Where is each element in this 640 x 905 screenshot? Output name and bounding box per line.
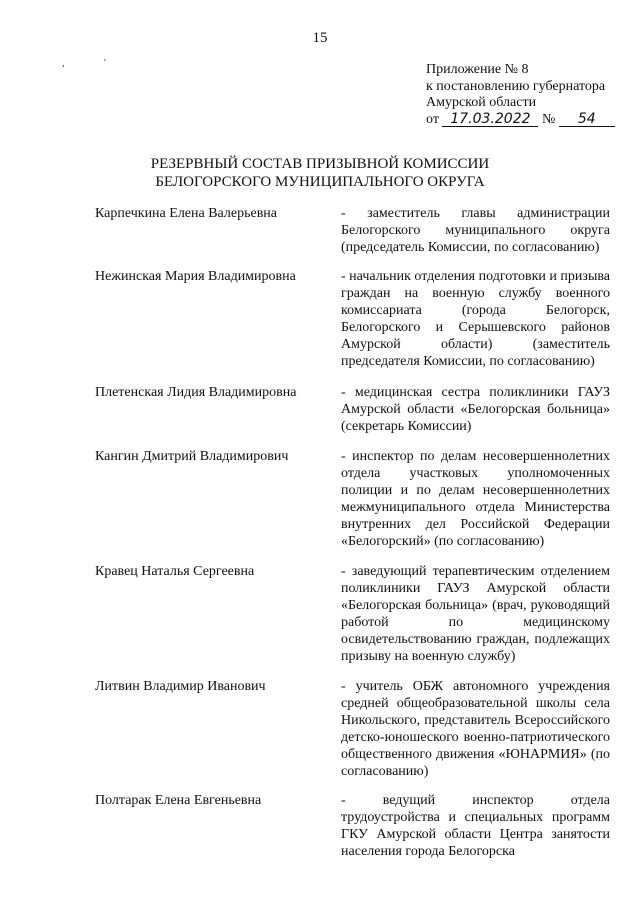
title-line: БЕЛОГОРСКОГО МУНИЦИПАЛЬНОГО ОКРУГА [155,174,485,190]
member-role: - инспектор по делам несовершеннолетних отдела участковых уполномоченных полиции и по делам несовершеннолетних межмуниципального отдела Министерства внутренних дел Российской Федерации «Белогорский» (по согласованию) [341,449,610,549]
title-line: РЕЗЕРВНЫЙ СОСТАВ ПРИЗЫВНОЙ КОМИССИИ [150,156,490,172]
member-name: Кангин Дмитрий Владимирович [95,449,289,464]
member-role: - начальник отделения подготовки и призыва граждан на военную службу военного комиссариата (города Белогорск, Белогорского и Серышевского районов Амурской области) (заместитель председателя Комиссии, по согласованию) [341,269,610,369]
member-name: Нежинская Мария Владимировна [95,269,296,284]
appendix-line: к постановлению губернатора [426,78,606,94]
handwritten-date: 17.03.2022 [442,112,538,127]
member-role: - учитель ОБЖ автономного учреждения средней общеобразовательной школы села Никольского, представитель Всероссийского детско-юношеского военно-патриотического общественного движения «ЮНАРМИЯ» (по согласованию) [341,679,610,779]
appendix-date-line [426,112,626,129]
document-title [0,155,640,191]
member-role: - ведущий инспектор отдела трудоустройства и специальных программ ГКУ Амурской области Центра занятости населения города Белогорска [341,793,610,859]
appendix-line: Амурской области [426,95,537,110]
member-role: - заведующий терапевтическим отделением поликлиники ГАУЗ Амурской области «Белогорская больница» (врач, руководящий работой по медицинскому освидетельствованию граждан, подлежащих призыву на военную службу) [341,564,610,664]
handwritten-number: 54 [559,112,615,127]
date-prefix: от [426,111,439,127]
member-role: - медицинская сестра поликлиники ГАУЗ Амурской области «Белогорская больница» (секретарь Комиссии) [341,385,610,434]
appendix-block [426,62,626,128]
number-label: № [541,111,556,127]
appendix-line: Приложение № 8 [426,62,529,77]
scan-speck: ' [104,58,106,69]
scan-speck: , [62,58,65,69]
page-number: 15 [312,30,328,46]
member-role: - заместитель главы администрации Белогорского муниципального округа (председатель Комиссии, по согласованию) [341,206,610,255]
member-name: Литвин Владимир Иванович [95,679,266,694]
member-name: Кравец Наталья Сергеевна [95,564,255,579]
member-name: Плетенская Лидия Владимировна [95,385,297,400]
member-name: Полтарак Елена Евгеньевна [95,793,262,808]
member-name: Карпечкина Елена Валерьевна [95,206,278,221]
